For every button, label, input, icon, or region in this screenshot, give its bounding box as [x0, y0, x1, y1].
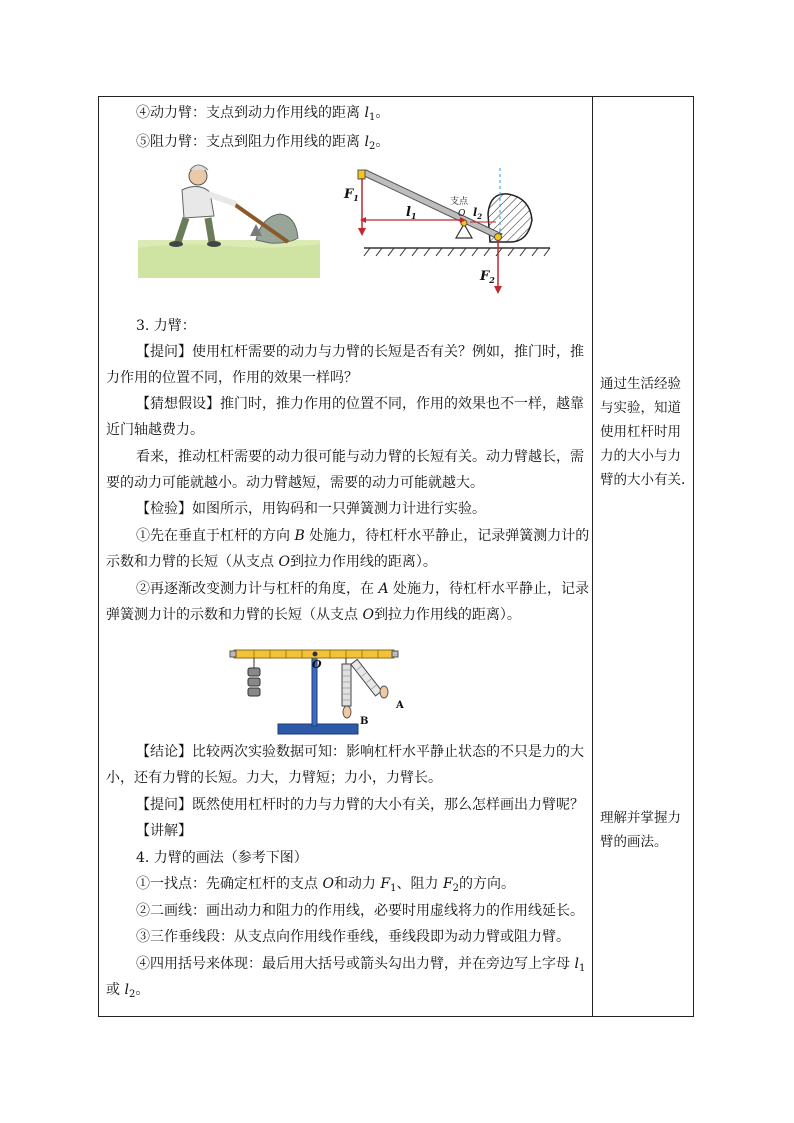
conclusion-line-1: 【结论】比较两次实验数据可知：影响杠杆水平静止状态的不只是力的大	[136, 744, 584, 760]
hypothesis-line-1: 【猜想假设】推门时，推力作用的位置不同，作用的效果也不一样，越靠	[136, 396, 584, 412]
step-1-line-1: ①先在垂直于杠杆的方向 B 处施力，待杠杆水平静止，记录弹簧测力计的	[136, 528, 590, 544]
draw-step-4-line-2: 或 $l_2$。	[106, 982, 150, 1000]
l2-label: $l_2$	[473, 206, 483, 221]
step-2-line-2: 弹簧测力计的示数和力臂的长短（从支点 O到拉力作用线的距离）。	[106, 607, 521, 623]
spring-scale-lever-figure	[228, 640, 428, 740]
conclusion-line-2: 小，还有力臂的长短。力大，力臂短；力小，力臂长。	[106, 770, 442, 786]
section-4-heading: 4. 力臂的画法（参考下图）	[136, 850, 308, 866]
step-1-line-2: 示数和力臂的长短（从支点 O到拉力作用线的距离）。	[106, 554, 437, 570]
paragraph-line-2: 要的动力可能就越小。动力臂越短，需要的动力可能就越大。	[106, 475, 484, 491]
crowbar-photo	[138, 158, 320, 278]
power-arm-definition: ④动力臂：支点到动力作用线的距离 $l_1$。	[136, 105, 390, 123]
column-divider	[592, 96, 593, 1017]
F2-label: $F_2$	[480, 269, 495, 285]
side-note-1: 通过生活经验与实验，知道使用杠杆时用力的大小与力臂的大小有关.	[600, 376, 686, 488]
lever-force-diagram	[340, 162, 558, 300]
O-label: O	[458, 209, 466, 219]
fig2-O-label: O	[312, 658, 322, 671]
step-2-line-1: ②再逐渐改变测力计与杠杆的角度，在 A 处施力，待杠杆水平静止，记录	[136, 581, 590, 597]
F1-label: $F_1$	[344, 187, 359, 203]
draw-step-1: ①一找点：先确定杠杆的支点 O和动力 $F_1$、阻力 $F_2$的方向。	[136, 876, 516, 894]
side-note-2: 理解并掌握力臂的画法。	[600, 810, 681, 850]
question-1-line-2: 力作用的位置不同，作用的效果一样吗？	[106, 370, 358, 386]
fig2-B-label: B	[360, 716, 369, 727]
question-2: 【提问】既然使用杠杆时的力与力臂的大小有关，那么怎样画出力臂呢？	[136, 797, 584, 813]
draw-step-3: ③三作垂线段：从支点向作用线作垂线，垂线段即为动力臂或阻力臂。	[136, 929, 570, 945]
l1-label: $l_1$	[406, 205, 417, 221]
section-3-heading: 3. 力臂：	[136, 318, 196, 334]
draw-step-4-line-1: ④四用括号来体现：最后用大括号或箭头勾出力臂，并在旁边写上字母 $l_1$	[136, 956, 586, 974]
question-1-line-1: 【提问】使用杠杆需要的动力与力臂的长短是否有关？例如，推门时，推	[136, 344, 584, 360]
explanation-heading: 【讲解】	[136, 823, 192, 839]
fig2-A-label: A	[396, 700, 404, 711]
hypothesis-line-2: 近门轴越费力。	[106, 422, 204, 438]
resistance-arm-definition: ⑤阻力臂：支点到阻力作用线的距离 $l_2$。	[136, 134, 390, 152]
draw-step-2: ②二画线：画出动力和阻力的作用线，必要时用虚线将力的作用线延长。	[136, 903, 584, 919]
paragraph-line-1: 看来，推动杠杆需要的动力很可能与动力臂的长短有关。动力臂越长，需	[136, 449, 584, 465]
test-intro: 【检验】如图所示，用钩码和一只弹簧测力计进行实验。	[136, 501, 486, 517]
pivot-label: 支点	[450, 197, 469, 207]
